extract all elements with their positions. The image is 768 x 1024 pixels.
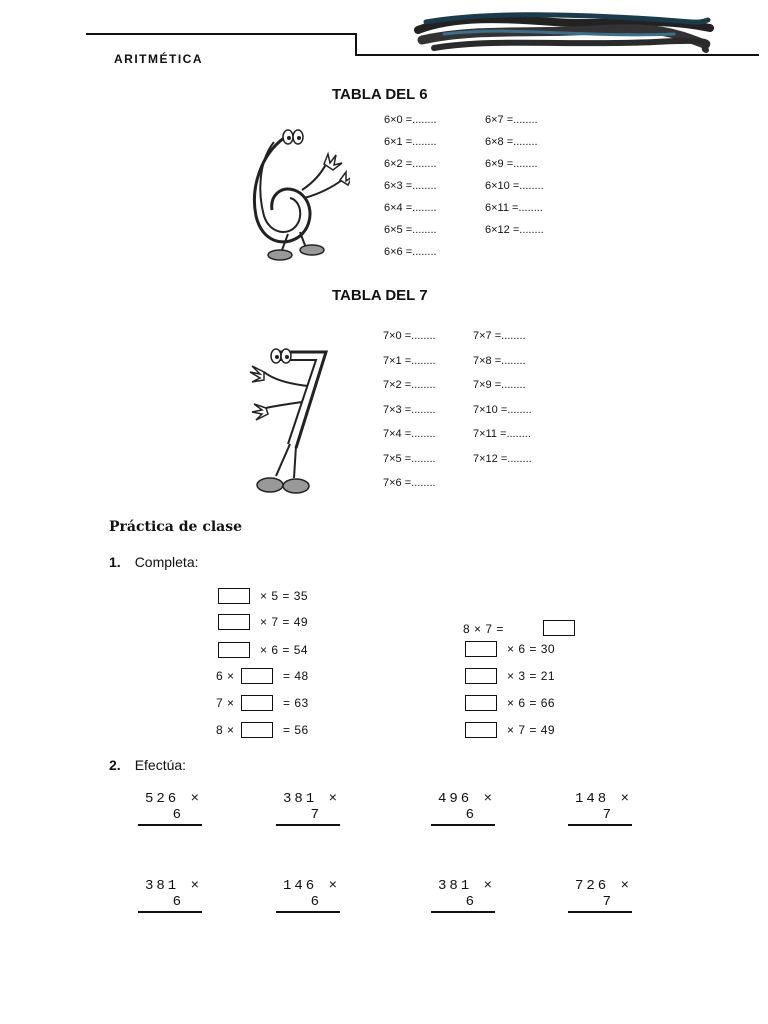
table6-title: TABLA DEL 6 [332, 86, 428, 103]
answer-box[interactable] [465, 722, 497, 738]
answer-box[interactable] [241, 695, 273, 711]
table7-row: 7×4 =........ [383, 428, 436, 440]
multiplicand: 526 × [144, 791, 202, 807]
multiplication-exercise [138, 878, 202, 913]
multiplicand: 381 × [144, 878, 202, 894]
multiplication-exercise [276, 878, 340, 913]
table7-row: 7×2 =........ [383, 379, 436, 391]
equation-text: 8 × 7 = [463, 622, 504, 636]
multiplicand: 381 × [282, 791, 340, 807]
six-character-illustration [244, 124, 350, 264]
table6-row: 6×6 =........ [384, 246, 437, 258]
table6-row: 6×3 =........ [384, 180, 437, 192]
answer-box[interactable] [543, 620, 575, 636]
equation-text: × 7 = 49 [507, 723, 556, 737]
question-1-heading [109, 554, 199, 570]
result-line [276, 824, 340, 826]
answer-box[interactable] [241, 668, 273, 684]
equation-text: = 63 [283, 696, 309, 710]
table7-title: TABLA DEL 7 [332, 287, 428, 304]
table7-row: 7×5 =........ [383, 452, 436, 465]
multiplication-exercise [431, 878, 495, 913]
equation-text: × 6 = 54 [260, 643, 309, 657]
table7-row: 7×9 =........ [473, 379, 526, 391]
table6-row: 6×10 =........ [485, 180, 544, 192]
answer-box[interactable] [465, 695, 497, 711]
multiplication-exercise [138, 791, 202, 826]
table7-row: 7×7 =........ [473, 330, 526, 342]
question-2-label: Efectúa: [134, 757, 187, 773]
result-line [568, 824, 632, 826]
table6-row: 6×9 =........ [485, 158, 538, 170]
multiplier: 6 [465, 807, 477, 823]
equation-text: × 6 = 30 [507, 642, 556, 656]
equation-prefix: 6 × [216, 669, 235, 683]
header-line-step [355, 33, 357, 55]
header-line-left [86, 33, 356, 35]
table6-row: 6×11 =........ [485, 202, 543, 214]
table6-row: 6×1 =........ [384, 136, 437, 148]
table6-row: 6×8 =........ [485, 136, 538, 148]
table6-row: 6×7 =........ [485, 114, 538, 126]
question-1-number: 1. [109, 554, 121, 570]
answer-box[interactable] [218, 642, 250, 658]
seven-character-illustration [244, 340, 336, 498]
table6-row: 6×0 =........ [384, 114, 437, 126]
multiplier: 6 [465, 894, 477, 910]
table6-row: 6×5 =........ [384, 224, 437, 236]
question-2-number: 2. [109, 757, 121, 773]
multiplication-exercise [276, 791, 340, 826]
redacted-logo-scribble [414, 8, 714, 56]
table6-row: 6×12 =........ [485, 224, 544, 236]
question-2-heading [109, 757, 186, 773]
multiplicand: 381 × [437, 878, 495, 894]
answer-box[interactable] [465, 641, 497, 657]
equation-text: = 48 [283, 669, 309, 683]
equation-prefix: 8 × [216, 723, 235, 737]
result-line [568, 911, 632, 913]
table7-row: 7×11 =........ [473, 428, 531, 440]
table6-row: 6×2 =........ [384, 158, 437, 170]
practice-title: Práctica de clase [109, 519, 243, 535]
multiplier: 7 [602, 894, 614, 910]
question-1-label: Completa: [134, 554, 199, 570]
answer-box[interactable] [241, 722, 273, 738]
answer-box[interactable] [218, 614, 250, 630]
answer-box[interactable] [218, 588, 250, 604]
multiplication-exercise [431, 791, 495, 826]
multiplication-exercise [568, 878, 632, 913]
result-line [431, 911, 495, 913]
table6-row: 6×4 =........ [384, 202, 437, 214]
equation-text: = 56 [283, 723, 309, 737]
table7-row: 7×1 =........ [383, 354, 436, 367]
multiplier: 6 [172, 894, 184, 910]
multiplicand: 148 × [574, 791, 632, 807]
equation-prefix: 7 × [216, 696, 235, 710]
multiplier: 6 [172, 807, 184, 823]
table7-row: 7×12 =........ [473, 452, 532, 465]
table7-row: 7×8 =........ [473, 354, 526, 367]
answer-box[interactable] [465, 668, 497, 684]
multiplicand: 146 × [282, 878, 340, 894]
equation-text: × 5 = 35 [260, 589, 309, 603]
equation-text: × 7 = 49 [260, 615, 309, 629]
table7-row: 7×6 =........ [383, 477, 436, 489]
multiplier: 7 [310, 807, 322, 823]
result-line [431, 824, 495, 826]
result-line [276, 911, 340, 913]
table7-row: 7×3 =........ [383, 403, 436, 416]
multiplicand: 496 × [437, 791, 495, 807]
multiplication-exercise [568, 791, 632, 826]
equation-text: × 6 = 66 [507, 696, 556, 710]
subject-title: ARITMÉTICA [114, 52, 203, 66]
table7-row: 7×10 =........ [473, 403, 532, 416]
result-line [138, 824, 202, 826]
result-line [138, 911, 202, 913]
table7-row: 7×0 =........ [383, 330, 436, 342]
multiplier: 7 [602, 807, 614, 823]
multiplier: 6 [310, 894, 322, 910]
equation-text: × 3 = 21 [507, 669, 556, 683]
multiplicand: 726 × [574, 878, 632, 894]
